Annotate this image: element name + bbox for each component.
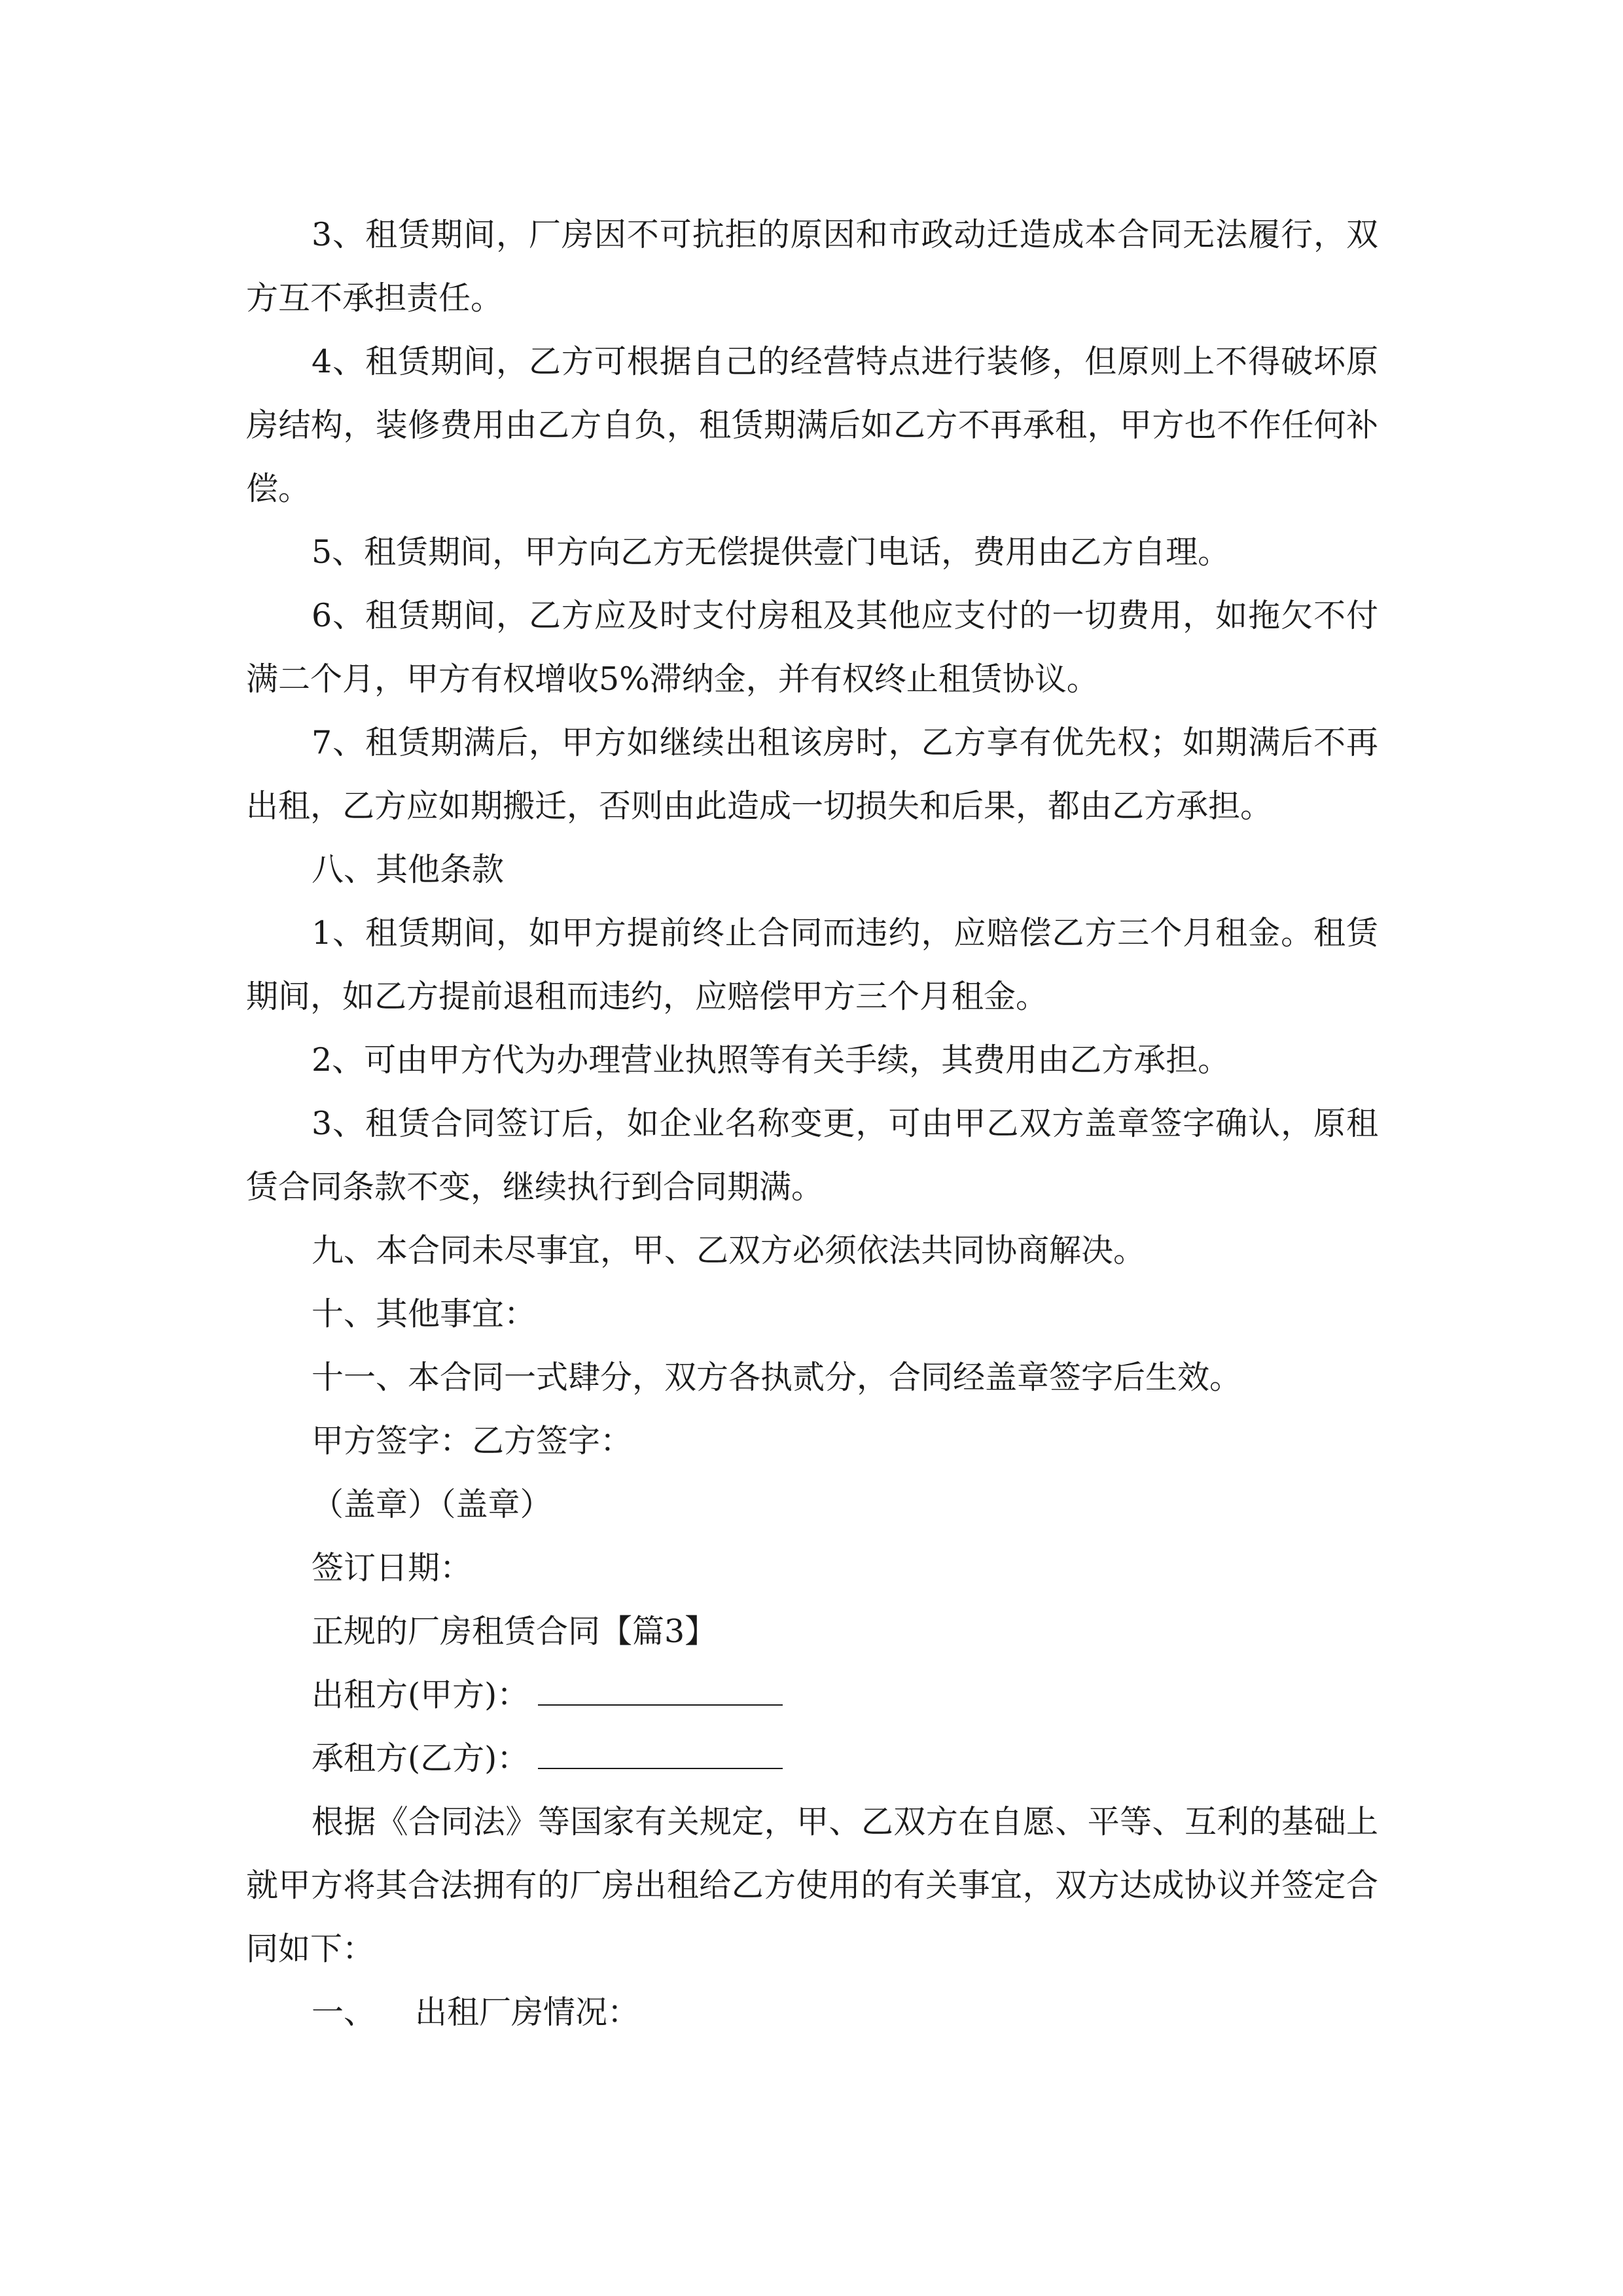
lessor-blank-field[interactable] (538, 1666, 783, 1706)
section-8-clause-2: 2、可由甲方代为办理营业执照等有关手续，其费用由乙方承担。 (312, 1041, 1230, 1079)
contract-intro-paragraph: 根据《合同法》等国家有关规定，甲、乙双方在自愿、平等、互利的基础上就甲方将其合法拥有的厂房出租给乙方使用的有关事宜，双方达成协议并签定合同如下： (246, 1803, 1378, 1967)
clause-4-paragraph: 4、租赁期间，乙方可根据自己的经营特点进行装修，但原则上不得破坏原房结构，装修费用由乙方自负，租赁期满后如乙方不再承租，甲方也不作任何补偿。 (246, 343, 1378, 507)
section-11-paragraph: 十一、本合同一式肆分，双方各执贰分，合同经盖章签字后生效。 (312, 1359, 1242, 1396)
seal-line: （盖章）（盖章） (312, 1486, 552, 1523)
section-1-title: 出租厂房情况： (415, 1994, 640, 2031)
signing-date-line: 签订日期： (312, 1549, 473, 1587)
clause-7-paragraph: 7、租赁期满后，甲方如继续出租该房时，乙方享有优先权；如期满后不再出租，乙方应如期搬迁，否则由此造成一切损失和后果，都由乙方承担。 (246, 724, 1378, 825)
section-8-clause-3: 3、租赁合同签订后，如企业名称变更，可由甲乙双方盖章签字确认，原租赁合同条款不变，继续执行到合同期满。 (246, 1105, 1378, 1206)
section-10-paragraph: 十、其他事宜： (312, 1295, 537, 1333)
document-body (246, 203, 1378, 2044)
signature-line: 甲方签字：乙方签字： (312, 1422, 633, 1460)
section-9-paragraph: 九、本合同未尽事宜，甲、乙双方必须依法共同协商解决。 (312, 1232, 1146, 1269)
section-1-number: 一、 (312, 1994, 376, 2031)
lessee-blank-field[interactable] (538, 1730, 783, 1769)
contract-3-title: 正规的厂房租赁合同【篇3】 (312, 1613, 717, 1650)
clause-3-paragraph: 3、租赁期间，厂房因不可抗拒的原因和市政动迁造成本合同无法履行，双方互不承担责任。 (246, 216, 1378, 317)
lessee-line (246, 1727, 1378, 1790)
section-8-clause-1: 1、租赁期间，如甲方提前终止合同而违约，应赔偿乙方三个月租金。租赁期间，如乙方提前退租而违约，应赔偿甲方三个月租金。 (246, 914, 1378, 1015)
lessor-label: 出租方(甲方)： (312, 1676, 529, 1713)
clause-6-paragraph: 6、租赁期间，乙方应及时支付房租及其他应支付的一切费用，如拖欠不付满二个月，甲方有权增收5%滞纳金，并有权终止租赁协议。 (246, 597, 1378, 698)
section-8-heading: 八、其他条款 (312, 851, 505, 888)
clause-5-paragraph: 5、租赁期间，甲方向乙方无偿提供壹门电话，费用由乙方自理。 (312, 533, 1230, 571)
lessor-line (246, 1663, 1378, 1727)
lessee-label: 承租方(乙方)： (312, 1740, 529, 1777)
section-1-heading (246, 1981, 1378, 2044)
